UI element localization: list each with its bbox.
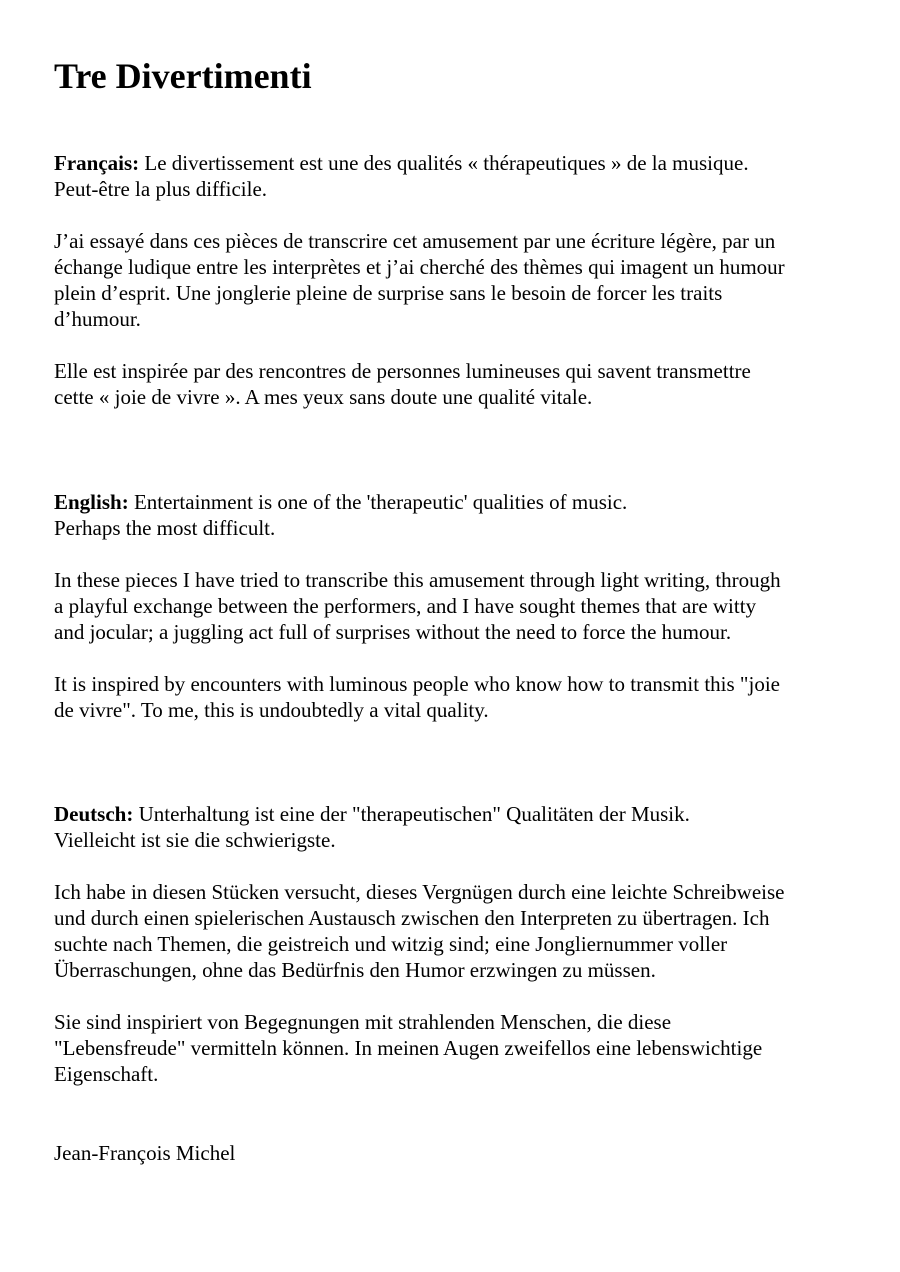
german-p2-line: Überraschungen, ohne das Bedürfnis den Humor erzwingen zu müssen. — [54, 958, 656, 982]
french-p2-line: plein d’esprit. Une jonglerie pleine de surprise sans le besoin de forcer les traits — [54, 281, 723, 305]
english-p2-line: In these pieces I have tried to transcribe this amusement through light writing, through — [54, 568, 781, 592]
german-p2-line: suchte nach Themen, die geistreich und witzig sind; eine Jongliernummer voller — [54, 932, 728, 956]
german-p3-line: Eigenschaft. — [54, 1062, 159, 1086]
french-p3-line: cette « joie de vivre ». A mes yeux sans doute une qualité vitale. — [54, 385, 593, 409]
german-p2-line: und durch einen spielerischen Austausch zwischen den Interpreten zu übertragen. Ich — [54, 906, 770, 930]
german-intro-paragraph — [54, 801, 854, 853]
english-p3-line: It is inspired by encounters with luminous people who know how to transmit this "joie — [54, 672, 780, 696]
english-paragraph-2 — [54, 567, 854, 645]
section-german — [54, 801, 854, 1087]
german-p3-line: Sie sind inspiriert von Begegnungen mit strahlenden Menschen, die diese — [54, 1010, 672, 1034]
french-p2-line: d’humour. — [54, 307, 141, 331]
author-signature: Jean-François Michel — [54, 1141, 236, 1165]
german-paragraph-2 — [54, 879, 854, 983]
french-label: Français: — [54, 151, 140, 175]
french-intro-line — [54, 150, 854, 176]
french-paragraph-3 — [54, 358, 854, 410]
english-intro-line — [54, 489, 854, 515]
german-intro-text: Unterhaltung ist eine der "therapeutischen" Qualitäten der Musik. — [133, 802, 690, 826]
german-p3-line: "Lebensfreude" vermitteln können. In meinen Augen zweifellos eine lebenswichtige — [54, 1036, 763, 1060]
german-intro-line — [54, 801, 854, 827]
french-p2-line: échange ludique entre les interprètes et j’ai cherché des thèmes qui imagent un humour — [54, 255, 785, 279]
english-intro-text: Entertainment is one of the 'therapeutic' qualities of music. — [128, 490, 628, 514]
section-english — [54, 489, 854, 723]
english-paragraph-3 — [54, 671, 854, 723]
german-intro-line-2: Vielleicht ist sie die schwierigste. — [54, 828, 336, 852]
french-p2-line: J’ai essayé dans ces pièces de transcrire cet amusement par une écriture légère, par un — [54, 229, 776, 253]
german-paragraph-3 — [54, 1009, 854, 1087]
english-p2-line: a playful exchange between the performers, and I have sought themes that are witty — [54, 594, 757, 618]
french-p3-line: Elle est inspirée par des rencontres de personnes lumineuses qui savent transmettre — [54, 359, 751, 383]
section-french — [54, 150, 854, 410]
page-title: Tre Divertimenti — [54, 56, 312, 96]
english-p3-line: de vivre". To me, this is undoubtedly a vital quality. — [54, 698, 489, 722]
english-p2-line: and jocular; a juggling act full of surprises without the need to force the humour. — [54, 620, 732, 644]
french-intro-text: Le divertissement est une des qualités « thérapeutiques » de la musique. — [139, 151, 749, 175]
german-label: Deutsch: — [54, 802, 134, 826]
french-intro-line-2: Peut-être la plus difficile. — [54, 177, 268, 201]
english-intro-line-2: Perhaps the most difficult. — [54, 516, 276, 540]
german-p2-line: Ich habe in diesen Stücken versucht, dieses Vergnügen durch eine leichte Schreibweise — [54, 880, 785, 904]
english-intro-paragraph — [54, 489, 854, 541]
english-label: English: — [54, 490, 129, 514]
french-paragraph-2 — [54, 228, 854, 332]
french-intro-paragraph — [54, 150, 854, 202]
